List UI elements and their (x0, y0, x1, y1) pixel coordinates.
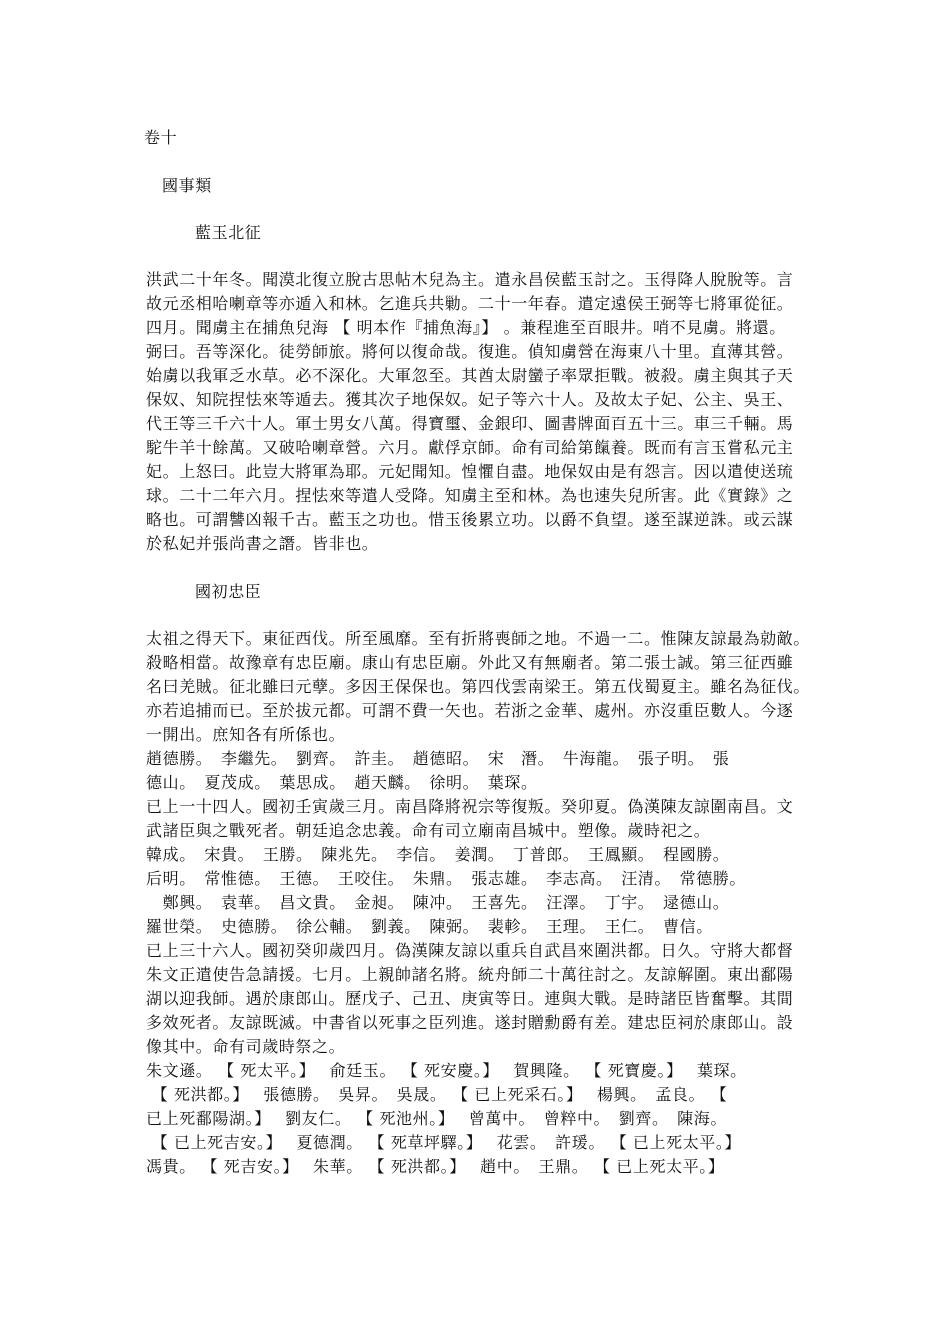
text-line: 一開出。庶知各有所係也。 (146, 725, 346, 744)
section-title-lanyu: 藍玉北征 (195, 223, 262, 242)
text-line: 妃。上怒曰。此豈大將軍為耶。元妃聞知。惶懼自盡。地保奴由是有怨言。因以遣使送琉 (146, 462, 794, 481)
name-list-line: 已上死鄱陽湖。】 劉友仁。 【 死池州。】 曾萬中。 曾粹中。 劉齊。 陳海。 (146, 1109, 727, 1128)
text-line: 四月。聞虜主在捕魚兒海 【 明本作『捕魚海』】 。兼程進至百眼井。哨不見虜。將還。 (146, 318, 786, 337)
text-line: 多效死者。友諒既滅。中書省以死事之臣列進。遂封贈勳爵有差。建忠臣祠於康郎山。設 (146, 1013, 794, 1032)
name-list-line: 馮貴。 【 死吉安。】 朱華。 【 死洪都。】 趙中。 王鼎。 【 已上死太平。】 (146, 1157, 725, 1176)
volume-title: 卷十 (144, 128, 178, 147)
text-line: 球。二十二年六月。捏怯來等遣人受降。知虜主至和林。為也速失兒所害。此《實錄》之 (146, 486, 794, 505)
text-line: 代王等三千六十人。軍士男女八萬。得寶璽、金銀印、圖書牌面百五十三。車三千輛。馬 (146, 414, 794, 433)
name-list-line: 韓成。 宋貴。 王勝。 陳兆先。 李信。 姜潤。 丁普郎。 王鳳顯。 程國勝。 (146, 845, 730, 864)
text-line: 太祖之得天下。東征西伐。所至風靡。至有折將喪師之地。不過一二。惟陳友諒最為勍敵。 (146, 629, 811, 648)
text-line: 故元丞相哈喇章等亦遁入和林。乞進兵共勦。二十一年春。遣定遠侯王弼等七將軍從征。 (146, 294, 794, 313)
text-line: 弼曰。吾等深化。徒勞師旅。將何以復命哉。復進。偵知虜營在海東八十里。直薄其營。 (146, 342, 794, 361)
section-title-loyal-ministers: 國初忠臣 (195, 582, 262, 601)
category-title: 國事類 (162, 176, 212, 195)
name-list-line: 羅世榮。 史德勝。 徐公輔。 劉義。 陳弼。 裴軫。 王理。 王仁。 曹信。 (146, 917, 713, 936)
name-list-line: 朱文遜。 【 死太平。】 俞廷玉。 【 死安慶。】 賀興隆。 【 死寶慶。】 葉琛。 (146, 1061, 747, 1080)
name-list-line: 【 死洪都。】 張德勝。 吳昇。 吳晟。 【 已上死采石。】 楊興。 孟良。 【 (146, 1085, 728, 1104)
name-list-line: 鄭興。 袁華。 昌文貴。 金昶。 陳冲。 王喜先。 汪澤。 丁宇。 逯德山。 (146, 893, 730, 912)
text-line: 朱文正遣使告急請援。七月。上親帥諸名將。統舟師二十萬往討之。友諒解圍。東出鄱陽 (146, 965, 794, 984)
text-line: 洪武二十年冬。聞漠北復立脫古思帖木兒為主。遣永昌侯藍玉討之。玉得降人脫脫等。言 (146, 270, 794, 289)
text-line: 名曰羌賊。征北雖曰元孽。多因王保保也。第四伐雲南梁王。第五伐蜀夏主。雖名為征伐。 (146, 677, 811, 696)
text-line: 亦若追捕而已。至於拔元都。可謂不費一矢也。若浙之金華、處州。亦沒重臣數人。今逐 (146, 701, 794, 720)
name-list-line: 趙德勝。 李繼先。 劉齊。 許圭。 趙德昭。 宋 潛。 牛海龍。 張子明。 張 (146, 749, 730, 768)
text-line: 略也。可謂讐凶報千古。藍玉之功也。惜玉後累立功。以爵不負望。遂至謀逆誅。或云謀 (146, 510, 794, 529)
text-line: 湖以迎我師。遇於康郎山。歷戊子、己丑、庚寅等日。連與大戰。是時諸臣皆奮擊。其間 (146, 989, 794, 1008)
name-list-line: 德山。 夏茂成。 葉思成。 趙天麟。 徐明。 葉琛。 (146, 773, 538, 792)
text-line: 保奴、知院捏怯來等遁去。獲其次子地保奴。妃子等六十人。及故太子妃、公主、吳王、 (146, 390, 794, 409)
text-line: 已上一十四人。國初壬寅歲三月。南昌降將祝宗等復叛。癸卯夏。偽漢陳友諒圍南昌。文 (146, 797, 794, 816)
text-line: 駝牛羊十餘萬。又破哈喇章營。六月。獻俘京師。命有司給第餼養。既而有言玉嘗私元主 (146, 438, 794, 457)
text-line: 武諸臣與之戰死者。朝廷追念忠義。命有司立廟南昌城中。塑像。歲時祀之。 (146, 821, 711, 840)
text-line: 像其中。命有司歲時祭之。 (146, 1037, 346, 1056)
text-line: 始虜以我軍乏水草。必不深化。大軍忽至。其酋太尉蠻子率眾拒戰。被殺。虜主與其子天 (146, 366, 794, 385)
text-line: 殺略相當。故豫章有忠臣廟。康山有忠臣廟。外此又有無廟者。第二張士誠。第三征西雖 (146, 653, 794, 672)
text-line: 已上三十六人。國初癸卯歲四月。偽漢陳友諒以重兵自武昌來圍洪都。日久。守將大都督 (146, 941, 794, 960)
text-line: 於私妃并張尚書之譖。皆非也。 (146, 534, 379, 553)
name-list-line: 【 已上死吉安。】 夏德潤。 【 死草坪驛。】 花雲。 許瑗。 【 已上死太平。】 (146, 1133, 742, 1152)
name-list-line: 后明。 常惟德。 王德。 王咬住。 朱鼎。 張志雄。 李志高。 汪清。 常德勝。 (146, 869, 747, 888)
